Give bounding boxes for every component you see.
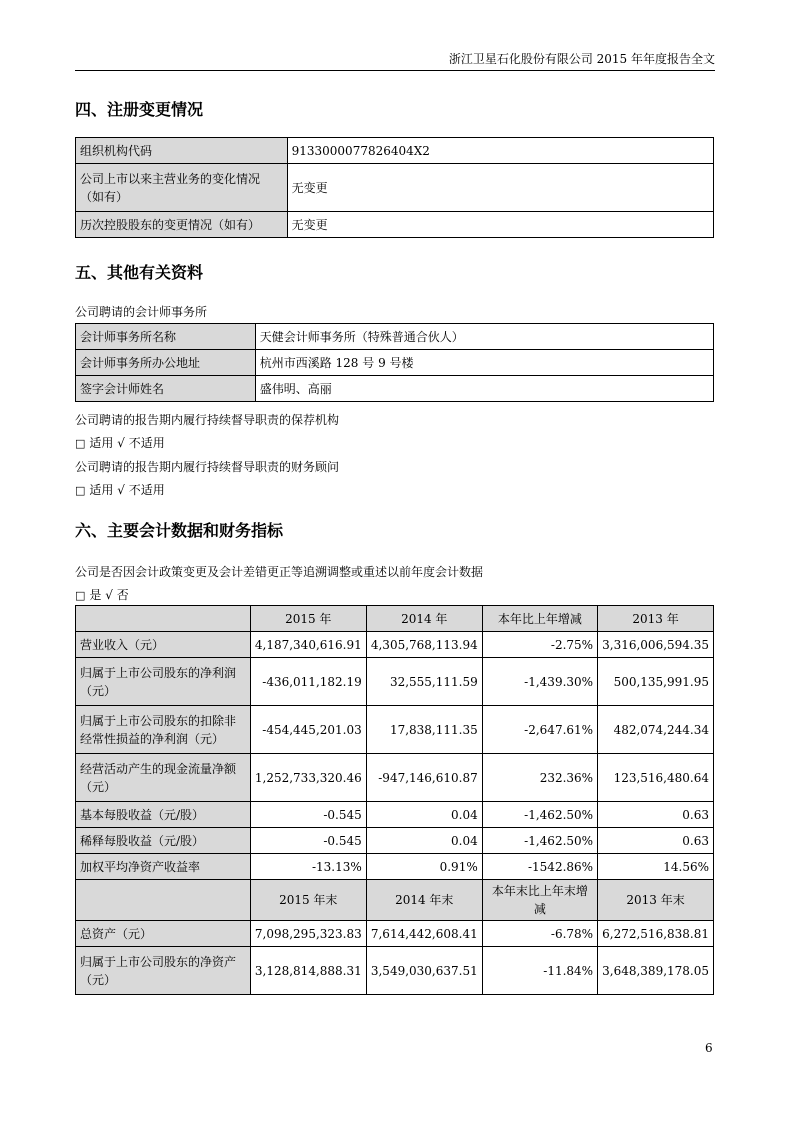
cell-value: -6.78% — [482, 921, 597, 947]
cell-value: 3,648,389,178.05 — [598, 947, 714, 995]
table-row — [76, 947, 714, 995]
row-label: 稀释每股收益（元/股） — [76, 828, 251, 854]
row-value: 无变更 — [287, 212, 713, 238]
table-header-row — [76, 606, 714, 632]
cell-value: 0.04 — [366, 802, 482, 828]
cell-value: -454,445,201.03 — [250, 706, 366, 754]
table-row — [76, 658, 714, 706]
section-title-registration-changes: 四、注册变更情况 — [75, 100, 204, 119]
registration-table — [75, 137, 714, 238]
cell-value: -0.545 — [250, 802, 366, 828]
cell-value: 0.91% — [366, 854, 482, 880]
cell-value: 232.36% — [482, 754, 597, 802]
section-title-other-info: 五、其他有关资料 — [75, 263, 204, 282]
header-cell: 2013 年末 — [598, 880, 714, 921]
table-row — [76, 921, 714, 947]
row-label: 归属于上市公司股东的净利润（元） — [76, 658, 251, 706]
option-applicable: 适用 — [89, 436, 114, 450]
option-not-applicable: 不适用 — [128, 436, 165, 450]
cell-value: -13.13% — [250, 854, 366, 880]
table-row — [76, 324, 714, 350]
table-row — [76, 212, 714, 238]
section-title-financial-data: 六、主要会计数据和财务指标 — [75, 521, 284, 540]
header-cell: 2014 年末 — [366, 880, 482, 921]
row-label: 历次控股股东的变更情况（如有） — [76, 212, 288, 238]
row-label: 营业收入（元） — [76, 632, 251, 658]
table-row — [76, 754, 714, 802]
cell-value: 7,098,295,323.83 — [250, 921, 366, 947]
financial-data-table — [75, 605, 714, 995]
auditor-intro-text: 公司聘请的会计师事务所 — [75, 305, 208, 319]
auditor-table — [75, 323, 714, 402]
header-cell — [76, 606, 251, 632]
option-no: 否 — [116, 588, 129, 602]
restatement-check-line — [75, 586, 129, 603]
sponsor-text: 公司聘请的报告期内履行持续督导职责的保荐机构 — [75, 413, 340, 427]
row-label: 经营活动产生的现金流量净额（元） — [76, 754, 251, 802]
row-label: 会计师事务所名称 — [76, 324, 256, 350]
header-cell: 2015 年 — [250, 606, 366, 632]
row-label: 归属于上市公司股东的净资产（元） — [76, 947, 251, 995]
row-label: 总资产（元） — [76, 921, 251, 947]
header-cell: 本年末比上年末增减 — [482, 880, 597, 921]
row-label: 会计师事务所办公地址 — [76, 350, 256, 376]
cell-value: 32,555,111.59 — [366, 658, 482, 706]
advisor-check-line — [75, 481, 165, 498]
cell-value: -1,439.30% — [482, 658, 597, 706]
cell-value: -436,011,182.19 — [250, 658, 366, 706]
cell-value: 1,252,733,320.46 — [250, 754, 366, 802]
cell-value: -1,462.50% — [482, 828, 597, 854]
option-not-applicable: 不适用 — [128, 483, 165, 497]
row-label: 基本每股收益（元/股） — [76, 802, 251, 828]
page-header: 浙江卫星石化股份有限公司 2015 年年度报告全文 — [75, 50, 715, 71]
advisor-text: 公司聘请的报告期内履行持续督导职责的财务顾问 — [75, 460, 340, 474]
checkmark-icon: √ — [105, 588, 113, 602]
option-applicable: 适用 — [89, 483, 114, 497]
page-number: 6 — [705, 1041, 713, 1055]
row-label: 加权平均净资产收益率 — [76, 854, 251, 880]
table-row — [76, 376, 714, 402]
cell-value: 7,614,442,608.41 — [366, 921, 482, 947]
cell-value: 3,128,814,888.31 — [250, 947, 366, 995]
cell-value: -11.84% — [482, 947, 597, 995]
cell-value: 482,074,244.34 — [598, 706, 714, 754]
cell-value: -947,146,610.87 — [366, 754, 482, 802]
cell-value: -0.545 — [250, 828, 366, 854]
header-cell: 2014 年 — [366, 606, 482, 632]
table-row — [76, 138, 714, 164]
cell-value: -1542.86% — [482, 854, 597, 880]
table-row — [76, 802, 714, 828]
table-row — [76, 632, 714, 658]
cell-value: 6,272,516,838.81 — [598, 921, 714, 947]
cell-value: 4,305,768,113.94 — [366, 632, 482, 658]
cell-value: 0.04 — [366, 828, 482, 854]
row-label: 签字会计师姓名 — [76, 376, 256, 402]
option-yes: 是 — [89, 588, 102, 602]
row-value: 无变更 — [287, 164, 713, 212]
row-value: 9133000077826404X2 — [287, 138, 713, 164]
restatement-question: 公司是否因会计政策变更及会计差错更正等追溯调整或重述以前年度会计数据 — [75, 565, 484, 579]
cell-value: 3,316,006,594.35 — [598, 632, 714, 658]
checkbox-icon: □ — [75, 589, 86, 602]
table-row — [76, 350, 714, 376]
checkbox-icon: □ — [75, 484, 86, 497]
row-value: 盛伟明、高丽 — [255, 376, 713, 402]
cell-value: 123,516,480.64 — [598, 754, 714, 802]
checkbox-icon: □ — [75, 437, 86, 450]
header-cell — [76, 880, 251, 921]
cell-value: 3,549,030,637.51 — [366, 947, 482, 995]
row-value: 天健会计师事务所（特殊普通合伙人） — [255, 324, 713, 350]
cell-value: 17,838,111.35 — [366, 706, 482, 754]
checkmark-icon: √ — [117, 483, 125, 497]
sponsor-check-line — [75, 434, 165, 451]
table-row — [76, 164, 714, 212]
row-label: 公司上市以来主营业务的变化情况（如有） — [76, 164, 288, 212]
cell-value: 14.56% — [598, 854, 714, 880]
cell-value: 0.63 — [598, 828, 714, 854]
row-label: 组织机构代码 — [76, 138, 288, 164]
cell-value: 4,187,340,616.91 — [250, 632, 366, 658]
cell-value: -2.75% — [482, 632, 597, 658]
row-label: 归属于上市公司股东的扣除非经常性损益的净利润（元） — [76, 706, 251, 754]
cell-value: 0.63 — [598, 802, 714, 828]
cell-value: -1,462.50% — [482, 802, 597, 828]
table-row — [76, 706, 714, 754]
header-cell: 2013 年 — [598, 606, 714, 632]
cell-value: 500,135,991.95 — [598, 658, 714, 706]
header-cell: 2015 年末 — [250, 880, 366, 921]
row-value: 杭州市西溪路 128 号 9 号楼 — [255, 350, 713, 376]
cell-value: -2,647.61% — [482, 706, 597, 754]
table-row — [76, 828, 714, 854]
checkmark-icon: √ — [117, 436, 125, 450]
table-row — [76, 854, 714, 880]
table-header-row — [76, 880, 714, 921]
header-cell: 本年比上年增减 — [482, 606, 597, 632]
